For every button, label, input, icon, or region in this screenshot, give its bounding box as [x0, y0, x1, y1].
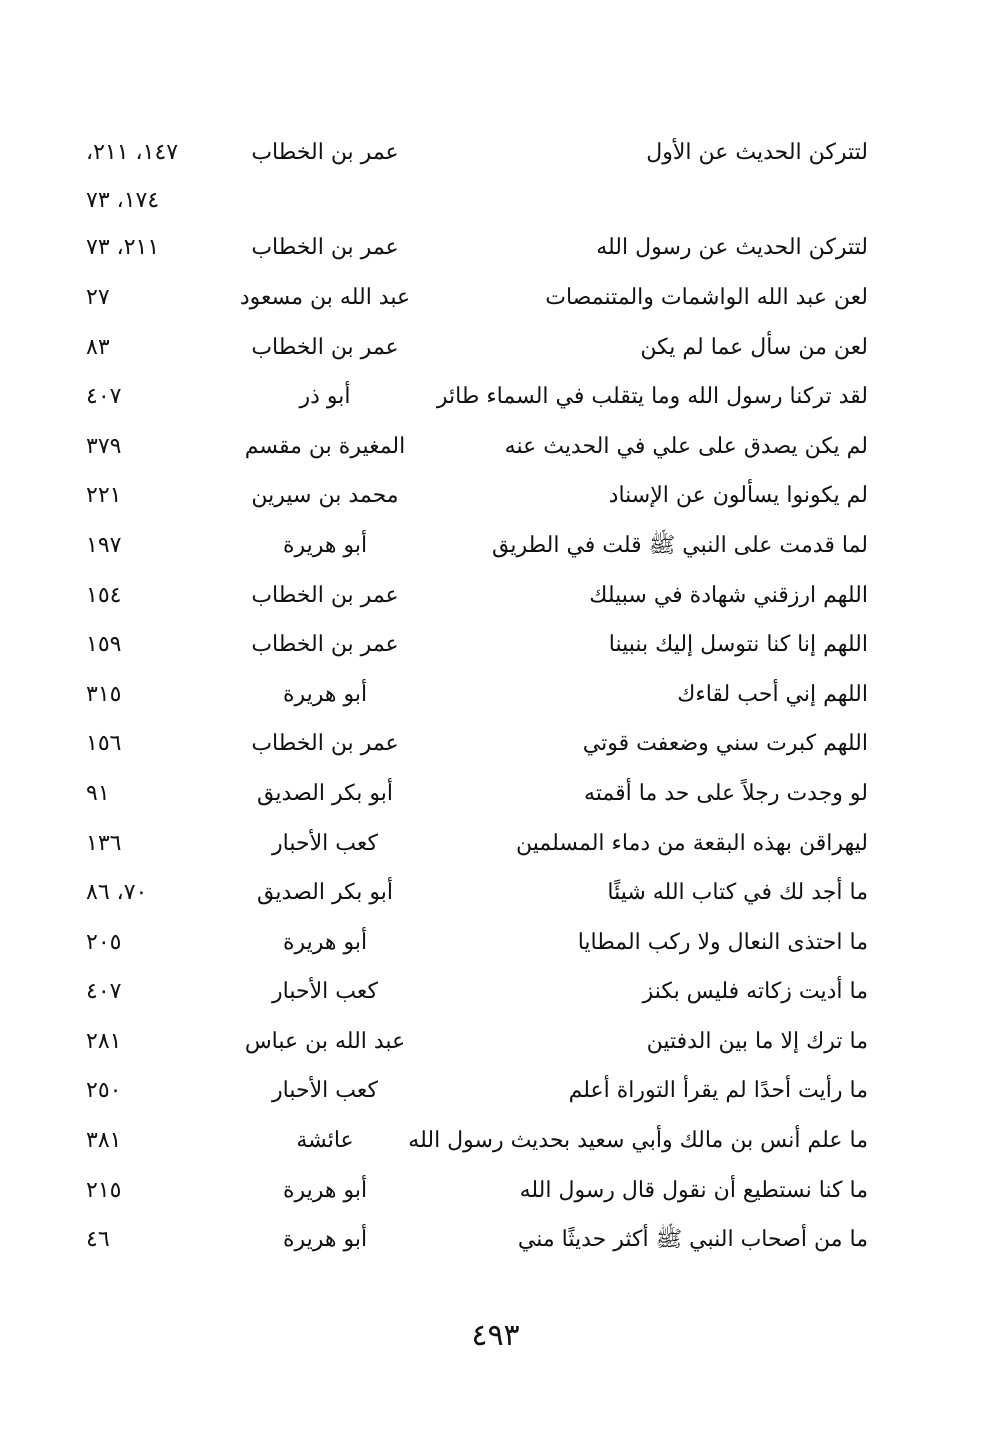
narrator: عمر بن الخطاب [251, 139, 399, 165]
narrator: أبو هريرة [282, 532, 368, 558]
narrator: عمر بن الخطاب [251, 334, 399, 360]
page-refs: ٢١٥ [86, 1177, 122, 1203]
phrase: لم يكن يصدق على علي في الحديث عنه [504, 433, 868, 459]
narrator: كعب الأحبار [272, 979, 378, 1005]
index-row [0, 422, 991, 472]
narrator: أبو هريرة [282, 929, 368, 955]
index-row [0, 1067, 991, 1117]
narrator: عبد الله بن مسعود [239, 284, 411, 310]
narrator: محمد بن سيرين [251, 483, 399, 509]
narrator: أبو ذر [299, 384, 351, 410]
index-row [0, 521, 991, 571]
page-refs: ٢٠٥ [86, 929, 122, 955]
page-refs: ١٥٩ [86, 632, 122, 658]
phrase [408, 178, 868, 224]
index-row [0, 372, 991, 422]
index-row [0, 1166, 991, 1216]
page-refs: ٤٠٧ [86, 384, 122, 410]
index-row [0, 769, 991, 819]
phrase: ما احتذى النعال ولا ركب المطايا [577, 929, 868, 955]
page-refs: ١٥٤ [86, 582, 122, 608]
index-row [0, 968, 991, 1018]
index-row [0, 1215, 991, 1265]
narrator: أبو هريرة [282, 1227, 368, 1253]
phrase: ما من أصحاب النبي ﷺ أكثر حديثًا مني [517, 1227, 868, 1253]
page-refs: ٢٥٠ [86, 1078, 122, 1104]
narrator [235, 178, 415, 224]
phrase: اللهم إني أحب لقاءك [677, 681, 868, 707]
index-row [0, 273, 991, 323]
phrase: لما قدمت على النبي ﷺ قلت في الطريق [491, 532, 868, 558]
page-refs: ٨٣ [86, 334, 110, 360]
narrator: كعب الأحبار [272, 1078, 378, 1104]
index-row [0, 819, 991, 869]
index-row [0, 670, 991, 720]
phrase: لو وجدت رجلاً على حد ما أقمته [583, 780, 868, 806]
phrase: اللهم ارزقني شهادة في سبيلك [589, 582, 868, 608]
phrase: لتتركن الحديث عن رسول الله [596, 235, 868, 261]
index-row [0, 472, 991, 522]
narrator: أبو هريرة [282, 681, 368, 707]
narrator: أبو بكر الصديق [257, 880, 393, 906]
narrator: عمر بن الخطاب [251, 632, 399, 658]
phrase: ليهراقن بهذه البقعة من دماء المسلمين [516, 830, 868, 856]
page-refs: ٢١١، ٧٣ [86, 235, 160, 261]
narrator: المغيرة بن مقسم [244, 433, 406, 459]
page-refs: ١٤٧، ٢١١، [86, 139, 179, 165]
page-refs: ٢٢١ [86, 483, 122, 509]
page-refs: ٢٨١ [86, 1028, 122, 1054]
page-refs: ٤٦ [86, 1227, 110, 1253]
phrase: لعن من سأل عما لم يكن [640, 334, 868, 360]
narrator: عمر بن الخطاب [251, 731, 399, 757]
phrase: لعن عبد الله الواشمات والمتنمصات [545, 284, 868, 310]
page-refs: ٤٠٧ [86, 979, 122, 1005]
index-row [0, 918, 991, 968]
index-row [0, 1116, 991, 1166]
page-refs: ١٩٧ [86, 532, 122, 558]
phrase: ما أجد لك في كتاب الله شيئًا [607, 880, 868, 906]
phrase: لتتركن الحديث عن الأول [646, 139, 868, 165]
phrase: ما أديت زكاته فليس بكنز [642, 979, 868, 1005]
phrase: لم يكونوا يسألون عن الإسناد [608, 483, 868, 509]
narrator: كعب الأحبار [272, 830, 378, 856]
phrase: اللهم كبرت سني وضعفت قوتي [582, 731, 868, 757]
index-row [0, 868, 991, 918]
narrator: عبد الله بن عباس [244, 1028, 406, 1054]
page-refs: ٣٨١ [86, 1128, 122, 1154]
page-refs: ٣٧٩ [86, 433, 122, 459]
page-refs: ١٧٤، ٧٣ [86, 187, 160, 213]
phrase: اللهم إنا كنا نتوسل إليك بنبينا [608, 632, 868, 658]
index-row [0, 720, 991, 770]
phrase: ما كنا نستطيع أن نقول قال رسول الله [519, 1177, 868, 1203]
narrator: أبو هريرة [282, 1177, 368, 1203]
index-row [0, 128, 991, 178]
phrase: ما ترك إلا ما بين الدفتين [646, 1028, 868, 1054]
page-refs: ٢٧ [86, 284, 110, 310]
page-refs: ١٥٦ [86, 731, 122, 757]
narrator: عمر بن الخطاب [251, 582, 399, 608]
phrase: ما علم أنس بن مالك وأبي سعيد بحديث رسول الله [408, 1128, 868, 1154]
phrase: لقد تركنا رسول الله وما يتقلب في السماء طائر [436, 384, 868, 410]
index-row [0, 1017, 991, 1067]
narrator: أبو بكر الصديق [257, 780, 393, 806]
page-refs: ٩١ [86, 780, 110, 806]
index-row [0, 323, 991, 373]
page-refs: ٣١٥ [86, 681, 122, 707]
page-refs: ٧٠، ٨٦ [86, 880, 148, 906]
index-row [0, 620, 991, 670]
index-row-continuation [0, 178, 991, 224]
narrator: عائشة [296, 1128, 354, 1154]
narrator: عمر بن الخطاب [251, 235, 399, 261]
index-row [0, 571, 991, 621]
index-row [0, 224, 991, 274]
page-refs: ١٣٦ [86, 830, 122, 856]
phrase: ما رأيت أحدًا لم يقرأ التوراة أعلم [568, 1078, 868, 1104]
page-number: ٤٩٣ [471, 1318, 520, 1353]
hadith-index-table [0, 128, 991, 1265]
